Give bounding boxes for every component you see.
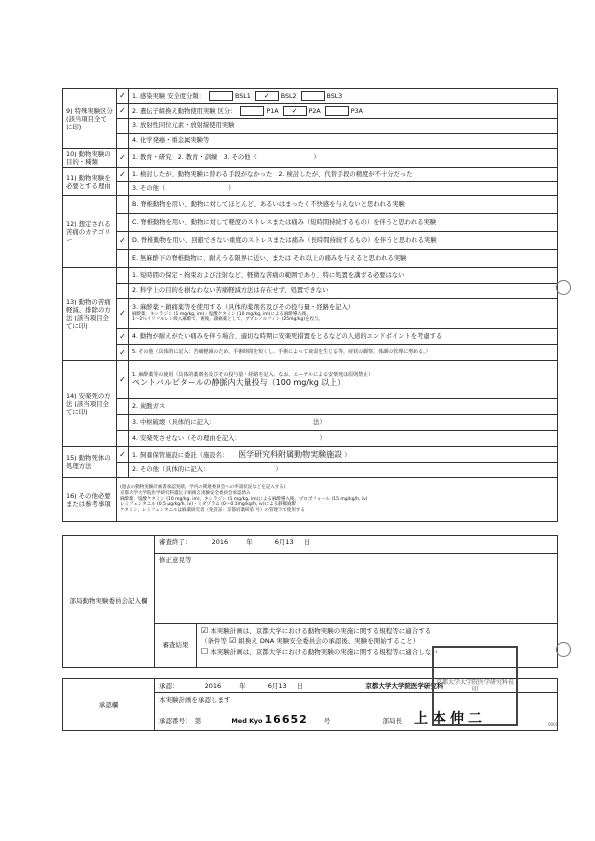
sec9-item-2-text: 2. 遺伝子組換え動物使用実験 区分： [132,108,237,115]
approve-text: 本実験計画は、京都大学における動物実験の実施に関する規程等に適合する [210,627,432,635]
p3a-checkbox[interactable] [325,106,349,116]
bsl3-label: BSL3 [326,93,343,100]
sec9-check-1[interactable]: ✓ [117,89,129,104]
sec15-label: 15) 動物死体の処理方法 [63,447,117,478]
punch-hole-bottom [556,642,571,657]
dean-name: 上本伸二 [414,711,487,727]
sec10-check[interactable]: ✓ [117,149,129,168]
review-result-label: 審査結果 [155,624,197,668]
committee-date-label: 審査終了： [159,538,192,546]
sec11-option-2: 3. その他（ ） [129,182,558,196]
sec10-label: 10) 動物実験の目的・種類 [63,149,117,168]
bsl1-label: BSL1 [235,93,251,100]
sec13-anesthesia-detail-2: 1～2％イソフルレン吸入麻酔で、術後、鎮痛薬として、ブプレノルフィン (25mg/kg)を投与。 [132,317,324,323]
approval-number: 16652 [264,713,308,726]
bsl2-label: BSL2 [280,93,297,100]
sec16-note-line: レミフェンタニル (0.5 μg/kg/h, iv)・ミダゾラム (0～0.1mg/kg/h, iv)による静脈麻酔 [120,502,297,508]
approval-number-prefix: Med Kyo [231,717,263,725]
sec11-check-1[interactable]: ✓ [117,168,129,182]
sec13-check-3[interactable]: ✓ [117,299,129,329]
sec9-item-3: 3. 放射性同位元素・放射線使用実験 [129,119,558,134]
approve-checkbox[interactable]: ☑ [201,626,209,635]
approval-number-label: 承認番号： 第 [159,717,202,725]
official-seal-stamp: 京都大学大学院医学研究科長印 [432,646,518,726]
sec12-category-b: B. 脊椎動物を用い、動物に対してほとんど、あるいはまったく不快感を与えないと思われる実験 [129,196,558,214]
sec16-note-line: 麻酔薬：塩酸ケタミン (10 mg/kg, im)、キシラジン (1 mg/kg, im)による麻酔導入後、プロポフォール (15 mg/kg/h, iv) [120,496,368,502]
sec12-category-c: C. 脊椎動物を用い、動物に対して軽度のストレスまたは痛み（短時間持続するもの）を伴うと思われる実験 [129,214,558,232]
sec15-option-1-text: 1. 飼養保管施設に委託（施設名： [132,451,229,459]
footer-code: 0001 [548,722,559,727]
p3a-label: P3A [350,108,363,115]
sec11-option-1: 1. 検討したが、動物実験に替わる手段がなかった 2. 検討したが、代替手段の精度が不十分だった [129,168,558,182]
condition-text: 組換え DNA 実験安全委員会の承認後、実験を開始すること） [238,637,420,646]
sec9-item-1-text: 1. 感染実験 安全度分類： [132,93,205,100]
sec14-option-1-text: 1. 麻酔薬等の使用（具体的薬剤名及びその投与量・経路を記入、なお、エーテルによる安楽死は原則禁止） [132,371,374,378]
sec15-check-1[interactable]: ✓ [117,447,129,463]
sec14-check-4[interactable] [117,431,129,447]
committee-month: 6月13 [274,538,294,546]
sec15-option-2: 2. その他（具体的に記入： ） [129,463,558,478]
sec12-category-d: D. 脊椎動物を用い、回避できない重度のストレスまたは痛み（長時間持続するもの）を伴うと思われる実験 [129,232,558,250]
bsl1-checkbox[interactable] [209,91,233,101]
approval-number-suffix: 号 [323,717,331,725]
approval-label: 承認欄 [63,679,155,731]
sec11-label: 11) 動物実験を必要とする理由 [63,168,117,196]
sec9-check-4[interactable] [117,134,129,149]
sec14-option-2: 2. 炭酸ガス [129,399,558,415]
sec13-option-1: 1. 短時間の保定・拘束および注射など、軽微な苦痛の範囲であり、特に処置を講ずる必要はない [129,268,558,284]
sec15-check-2[interactable] [117,463,129,478]
sec15-facility-name: 医学研究科附属動物実験施設 [238,449,343,459]
sec9-item-2 [129,104,558,119]
bsl2-checkbox[interactable]: ✓ [255,91,279,101]
sec14-check-2[interactable] [117,399,129,415]
reject-text: 本実験計画は、京都大学における動物実験の実施に関する規程等に適合しない [210,647,438,656]
approval-date-label: 承認： [159,682,179,690]
sec13-anesthesia-detail-1: 麻酔薬：キシラジン (1 mg/kg, im)・塩酸ケタミン (10 mg/kg, im)による麻酔導入後、 [132,312,311,318]
sec12-label: 12) 想定される苦痛のカテゴリー [63,196,117,268]
reject-checkbox[interactable]: ☐ [201,646,209,656]
p2a-label: P2A [308,108,321,115]
sec14-check-3[interactable] [117,415,129,431]
committee-date-row [155,536,558,554]
approval-year-unit: 年 [239,682,246,690]
sec16-note-line: 京都大学大学院医学研究科遺伝子組換え実験安全委員会承認済み [120,491,251,497]
sec13-check-4[interactable]: ✓ [117,329,129,345]
approval-institution: 京都大学大学院医学研究科 [365,682,444,690]
sec14-option-3: 3. 中枢破壊（具体的に記入： 法） [129,415,558,431]
committee-label: 部局動物実験委員会記入欄 [63,536,155,668]
sec13-option-3-text: 3. 麻酔薬・鎮痛薬等を使用する（具体的薬剤名及びその投与量・経路を記入） [132,304,355,312]
bsl3-checkbox[interactable] [301,91,325,101]
approval-month: 6月13 [267,682,287,690]
sec16-notes [117,478,558,522]
committee-remarks: 修正意見等 [155,554,558,624]
sec16-note-line: ケタミン、レミフェンタニルは麻薬研究者（免許証：京都府薬研第 号）の管理下で使用する [120,507,305,513]
p1a-checkbox[interactable] [240,106,264,116]
sec14-label: 14) 安楽死の方法 (該当項目全てに印) [63,361,117,447]
sec13-option-5: 5. その他（具体的に記入：苦痛軽減のため、手術時間を短くし、手術によって衰弱を生じる等、症状の観察、体調の管理に努める。） [129,345,558,361]
sec13-option-2: 2. 科学上の目的を損なわない苦痛軽減方法は存在せず、処置できない [129,284,558,299]
sec12-check-d[interactable]: ✓ [117,232,129,250]
condition-prefix: （条件等 [201,637,227,646]
sec13-check-2[interactable] [117,284,129,299]
sec11-check-2[interactable] [117,182,129,196]
sec9-item-1 [129,89,558,104]
sec16-note-header: (過去の動物実験計画書承認実績、学内の関連委員会への申請状況などを記入する) [120,485,286,491]
sec15-option-1-close: ） [344,451,351,459]
committee-year-unit: 年 [246,538,253,546]
sec9-check-3[interactable] [117,119,129,134]
sec12-check-e[interactable] [117,250,129,268]
p1a-label: P1A [266,108,279,115]
protocol-form-table [62,88,558,522]
approval-day-unit: 日 [296,682,304,690]
sec14-option-4: 4. 安楽死させない（その理由を記入： ） [129,431,558,447]
sec9-item-4: 4. 化学発癌・重金属実験等 [129,134,558,149]
sec15-option-1 [129,447,558,463]
p2a-checkbox[interactable]: ✓ [283,106,307,116]
sec14-check-1[interactable]: ✓ [117,361,129,399]
sec14-option-1 [129,361,558,399]
sec16-label: 16) その他必要または参考事項 [63,478,117,522]
sec12-check-b[interactable] [117,196,129,214]
condition-checkbox[interactable]: ☑ [229,636,237,646]
sec14-euthanasia-method: ペントバルビタールの静脈内大量投与（100 mg/kg 以上） [132,377,346,387]
sec13-label: 13) 動物の苦痛軽減、排除の方法 (該当項目全てに印) [63,268,117,361]
sec12-check-c[interactable] [117,214,129,232]
dean-label: 部局長 [382,717,402,725]
sec13-option-3 [129,299,558,329]
sec13-check-1[interactable] [117,268,129,284]
punch-hole-top [556,280,571,295]
sec13-check-5[interactable]: ✓ [117,345,129,361]
sec9-label: 9) 特殊実験区分 (該当項目全てに印) [63,89,117,149]
sec10-options: 1. 教育・研究 2. 教育・訓練 3. その他（ ） [129,149,558,168]
sec9-check-2[interactable]: ✓ [117,104,129,119]
committee-year: 2016 [211,538,229,546]
approval-statement: 本実験計画を承認します [155,693,558,707]
sec12-category-e: E. 無麻酔下の脊椎動物に、耐えうる限界に近い、または それ以上の痛みを与えると思われる実験 [129,250,558,268]
committee-day-unit: 日 [303,538,311,546]
approval-year: 2016 [204,682,222,690]
review-result-approve [201,626,553,636]
sec13-option-4: 4. 動物が耐えがたい痛みを伴う場合、適切な時期に安楽死措置をとるなどの人道的エンドポイントを考慮する [129,329,558,345]
